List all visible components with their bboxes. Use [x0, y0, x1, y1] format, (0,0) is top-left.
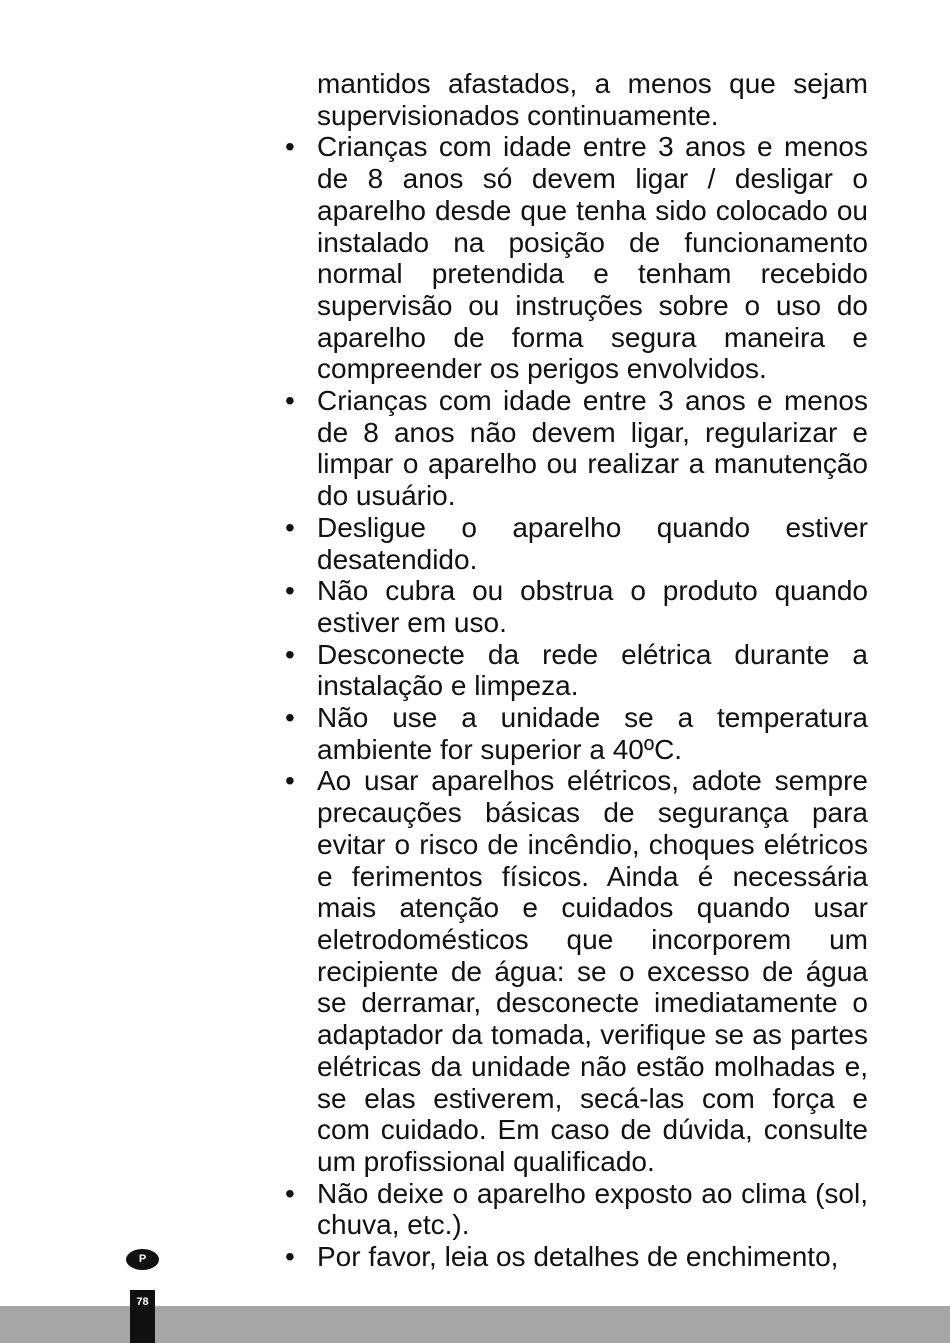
- bullet-icon: •: [285, 385, 295, 417]
- list-item-text: Não use a unidade se a temperatura ambiente for superior a 40ºC.: [317, 702, 868, 765]
- list-item-text: Crianças com idade entre 3 anos e menos de 8 anos não devem ligar, regularizar e limpar o aparelho ou realizar a manutenção do usuário.: [317, 385, 868, 512]
- page-number: 78: [136, 1296, 149, 1308]
- list-item: [280, 765, 868, 1177]
- bullet-icon: •: [285, 1241, 295, 1273]
- list-item: [280, 512, 868, 575]
- list-item-text: Desligue o aparelho quando estiver desatendido.: [317, 511, 868, 575]
- list-item: [280, 639, 868, 702]
- safety-instructions: [280, 68, 868, 1273]
- list-item: [280, 702, 868, 765]
- list-item-text: Ao usar aparelhos elétricos, adote sempre precauções básicas de segurança para evitar o risco de incêndio, choques elétricos e ferimentos físicos. Ainda é necessária mais atenção e cuidados quando usar eletrodomésticos que incorporem um recipiente de água: se o excesso de água se derramar, desconecte imediatamente o adaptador da tomada, verifique se as partes elétricas da unidade não estão molhadas e, se elas estiverem, secá-las com força e com cuidado. Em caso de dúvida, consulte um profissional qualificado.: [317, 765, 868, 1177]
- list-item-text: Crianças com idade entre 3 anos e menos de 8 anos só devem ligar / desligar o aparelho desde que tenha sido colocado ou instalado na posição de funcionamento normal pretendida e tenham recebido supervisão ou instruções sobre o uso do aparelho de forma segura maneira e compreender os perigos envolvidos.: [317, 131, 868, 385]
- continuation-text: mantidos afastados, a menos que sejam supervisionados continuamente.: [317, 68, 868, 131]
- bullet-icon: •: [285, 575, 295, 607]
- list-item-text: Não deixe o aparelho exposto ao clima (sol, chuva, etc.).: [317, 1177, 868, 1241]
- list-item-text: Não cubra ou obstrua o produto quando estiver em uso.: [317, 575, 868, 638]
- bullet-icon: •: [285, 765, 295, 797]
- list-item-text: Desconecte da rede elétrica durante a instalação e limpeza.: [317, 638, 868, 702]
- list-item: [280, 1178, 868, 1241]
- bullet-icon: •: [285, 131, 295, 163]
- list-item: [280, 131, 868, 385]
- language-badge: P: [126, 1249, 159, 1270]
- bullet-icon: •: [285, 702, 295, 734]
- bullet-icon: •: [285, 1177, 295, 1209]
- list-item-text: Por favor, leia os detalhes de enchimento,: [317, 1241, 839, 1273]
- list-item: [280, 1241, 868, 1273]
- bullet-icon: •: [285, 638, 295, 670]
- page-number-tab: [130, 1290, 155, 1343]
- bullet-icon: •: [285, 511, 295, 543]
- list-item: [280, 575, 868, 638]
- list-item: [280, 385, 868, 512]
